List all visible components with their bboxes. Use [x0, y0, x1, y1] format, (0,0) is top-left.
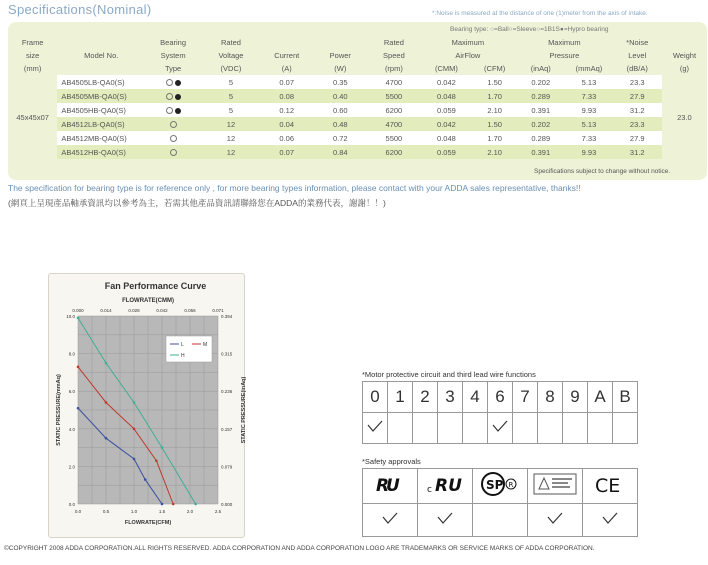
header-cell: Type	[164, 64, 182, 73]
motor-checks-row	[363, 413, 638, 444]
cur-logo-icon	[418, 469, 473, 504]
bearing-cell	[145, 117, 201, 131]
series-point-h	[77, 317, 80, 320]
header-row-2	[8, 49, 707, 62]
header-cell: (rpm)	[384, 64, 403, 73]
hypro-bearing-icon	[175, 80, 181, 86]
header-cell: Voltage	[218, 51, 244, 60]
y-tick-label: 2.0	[68, 464, 75, 470]
header-cell: (VDC)	[220, 64, 242, 73]
series-point-m	[105, 401, 108, 404]
spec-row	[8, 103, 707, 117]
header-cell: Maximum	[451, 38, 485, 47]
motor-check-cell	[588, 413, 613, 444]
noise-cell: 27.9	[613, 89, 662, 103]
safety-check-cell	[473, 504, 528, 537]
noise-cell: 23.3	[613, 117, 662, 131]
bearing-cell	[145, 131, 201, 145]
top-axis-label: FLOWRATE(CMM)	[122, 298, 174, 304]
header-cell: (mmAq)	[575, 64, 603, 73]
bearing-type-legend: Bearing type: ○=Ball○=Sleeve○=1B1S●=Hypro bearing	[450, 26, 609, 33]
header-cell: Frame	[21, 38, 44, 47]
bearing-cell	[145, 75, 201, 89]
motor-check-cell	[513, 413, 538, 444]
cfm-cell: 1.70	[473, 89, 516, 103]
right-tick-label: 0.157	[221, 426, 233, 432]
header-cell: (W)	[334, 64, 347, 73]
x-tick-label: 0.0	[74, 509, 82, 514]
mmaq-cell: 9.93	[565, 103, 612, 117]
header-cell: System	[160, 51, 186, 60]
header-cell: Pressure	[549, 51, 580, 60]
header-cell: Model No.	[84, 51, 119, 60]
voltage-cell: 12	[201, 145, 261, 159]
inaq-cell: 0.289	[516, 131, 565, 145]
model-cell: AB4512HB-QA0(S)	[57, 145, 145, 159]
ball-bearing-icon	[170, 121, 177, 128]
top-tick-label: 0.071	[212, 308, 224, 313]
header-cell: (g)	[679, 64, 690, 73]
noise-note: *:Noise is measured at the distance of one (1)meter from the axis of intake.	[432, 10, 648, 17]
series-point-m	[77, 365, 80, 368]
bearing-cell	[145, 103, 201, 117]
spec-row	[8, 145, 707, 159]
header-cell: (A)	[281, 64, 292, 73]
bearing-cell	[145, 145, 201, 159]
bearing-cell	[145, 89, 201, 103]
model-cell: AB4512LB-QA0(S)	[57, 117, 145, 131]
power-cell: 0.84	[312, 145, 368, 159]
x-tick-label: 2.0	[186, 509, 194, 514]
header-cell: (mm)	[23, 64, 42, 73]
header-row-3	[8, 62, 707, 75]
motor-check-cell	[388, 413, 413, 444]
hypro-bearing-icon	[175, 108, 181, 114]
svg-text:R: R	[376, 475, 390, 496]
motor-code-cell: 4	[463, 382, 488, 413]
safety-logos-row	[363, 469, 638, 504]
header-cell: (CMM)	[434, 64, 458, 73]
right-tick-label: 0.394	[221, 314, 233, 319]
model-cell: AB4512MB-QA0(S)	[57, 131, 145, 145]
header-cell: Rated	[220, 38, 241, 47]
header-cell: Current	[274, 51, 300, 60]
speed-cell: 5500	[368, 89, 419, 103]
x-tick-label: 2.5	[214, 509, 222, 514]
current-cell: 0.08	[261, 89, 312, 103]
header-cell: AirFlow	[455, 51, 481, 60]
y-tick-label: 0.0	[68, 502, 75, 507]
weight-cell: 23.0	[677, 112, 692, 122]
inaq-cell: 0.202	[516, 117, 565, 131]
series-point-h	[194, 503, 197, 506]
x-tick-label: 1.0	[130, 509, 138, 514]
mmaq-cell: 5.13	[565, 75, 612, 89]
header-cell: Power	[329, 51, 351, 60]
y-axis-label: STATIC PRESSURE(mmAq)	[56, 374, 62, 446]
y-tick-label: 8.0	[68, 351, 75, 357]
right-axis-label: STATIC PRESSURE(inAq)	[241, 376, 247, 444]
header-cell: (dB/A)	[626, 64, 648, 73]
x-tick-label: 1.5	[158, 509, 166, 514]
power-cell: 0.35	[312, 75, 368, 89]
top-tick-label: 0.000	[72, 308, 84, 313]
spec-row	[8, 75, 707, 89]
motor-code-cell: 8	[538, 382, 563, 413]
cmm-cell: 0.048	[420, 89, 474, 103]
speed-cell: 4700	[368, 75, 419, 89]
motor-codes-row	[363, 382, 638, 413]
series-point-l	[105, 437, 108, 440]
motor-code-cell: B	[613, 382, 638, 413]
frame-size-cell: 45x45x07	[16, 112, 49, 122]
power-cell: 0.60	[312, 103, 368, 117]
svg-text:RU: RU	[435, 475, 462, 496]
cmm-cell: 0.042	[420, 117, 474, 131]
voltage-cell: 12	[201, 117, 261, 131]
legend-box	[166, 336, 212, 362]
cfm-cell: 2.10	[473, 145, 516, 159]
header-cell: Level	[628, 51, 647, 60]
svg-text:U: U	[386, 475, 400, 496]
ce-logo-icon	[583, 469, 638, 504]
page-title: Specifications(Nominal)	[8, 2, 152, 17]
series-point-l	[77, 407, 80, 410]
motor-check-cell	[563, 413, 588, 444]
motor-check-cell	[538, 413, 563, 444]
motor-code-cell: 0	[363, 382, 388, 413]
bearing-info-en: The specification for bearing type is for reference only , for more bearing types information, please contact with your ADDA sales representative, thanks!!	[8, 183, 581, 193]
current-cell: 0.07	[261, 145, 312, 159]
motor-code-cell: 9	[563, 382, 588, 413]
voltage-cell: 5	[201, 75, 261, 89]
hypro-bearing-icon	[175, 94, 181, 100]
motor-code-cell: 7	[513, 382, 538, 413]
cmm-cell: 0.042	[420, 75, 474, 89]
safety-approvals-label: *Safety approvals	[362, 457, 421, 466]
motor-check-cell	[413, 413, 438, 444]
y-tick-label: 4.0	[68, 426, 75, 432]
header-cell: (CFM)	[484, 64, 506, 73]
top-tick-label: 0.042	[156, 308, 168, 313]
series-point-h	[105, 362, 108, 365]
chart-title: Fan Performance Curve	[104, 281, 207, 291]
cfm-cell: 2.10	[473, 103, 516, 117]
motor-code-cell: 1	[388, 382, 413, 413]
motor-check-cell	[613, 413, 638, 444]
cfm-cell: 1.50	[473, 117, 516, 131]
right-tick-label: 0.236	[221, 389, 233, 395]
motor-check-cell	[363, 413, 388, 444]
inaq-cell: 0.391	[516, 103, 565, 117]
safety-check-cell	[418, 504, 473, 537]
spec-table	[8, 36, 707, 159]
inaq-cell: 0.391	[516, 145, 565, 159]
safety-check-cell	[363, 504, 418, 537]
spec-row	[8, 131, 707, 145]
safety-checks-row	[363, 504, 638, 537]
series-point-h	[161, 446, 164, 449]
top-tick-label: 0.014	[100, 308, 112, 313]
ur-logo-icon	[363, 469, 418, 504]
inaq-cell: 0.289	[516, 89, 565, 103]
right-tick-label: 0.000	[221, 502, 233, 507]
y-tick-label: 10.0	[66, 314, 75, 319]
motor-code-cell: 2	[413, 382, 438, 413]
noise-cell: 31.2	[613, 103, 662, 117]
series-point-l	[161, 503, 164, 506]
svg-text:SP: SP	[486, 477, 504, 492]
mmaq-cell: 7.33	[565, 131, 612, 145]
voltage-cell: 12	[201, 131, 261, 145]
voltage-cell: 5	[201, 103, 261, 117]
ball-bearing-icon	[166, 107, 173, 114]
speed-cell: 6200	[368, 103, 419, 117]
legend-label-h: H	[181, 353, 185, 359]
inaq-cell: 0.202	[516, 75, 565, 89]
performance-curve-chart	[48, 290, 263, 530]
series-point-m	[133, 428, 136, 431]
series-point-l	[133, 458, 136, 461]
header-cell: size	[25, 51, 40, 60]
right-tick-label: 0.079	[221, 464, 233, 470]
legend-label-l: L	[181, 342, 184, 348]
ball-bearing-icon	[170, 149, 177, 156]
cfm-cell: 1.50	[473, 75, 516, 89]
safety-check-cell	[583, 504, 638, 537]
x-axis-label: FLOWRATE(CFM)	[124, 520, 172, 526]
header-cell: Maximum	[548, 38, 581, 47]
series-point-h	[133, 401, 136, 404]
spec-row	[8, 89, 707, 103]
model-cell: AB4505LB-QA0(S)	[57, 75, 145, 89]
cmm-cell: 0.059	[420, 103, 474, 117]
noise-cell: 31.2	[613, 145, 662, 159]
motor-functions-grid	[362, 381, 638, 444]
series-point-m	[172, 503, 175, 506]
speed-cell: 6200	[368, 145, 419, 159]
header-cell: (inAq)	[530, 64, 551, 73]
ball-bearing-icon	[166, 93, 173, 100]
safety-approvals-grid	[362, 468, 638, 537]
noise-cell: 23.3	[613, 75, 662, 89]
svg-text:c: c	[427, 484, 432, 495]
header-cell: Rated	[383, 38, 404, 47]
x-tick-label: 0.5	[102, 509, 110, 514]
voltage-cell: 5	[201, 89, 261, 103]
legend-label-m: M	[203, 342, 208, 348]
mmaq-cell: 9.93	[565, 145, 612, 159]
speed-cell: 5500	[368, 131, 419, 145]
top-tick-label: 0.056	[184, 308, 196, 313]
model-cell: AB4505HB-QA0(S)	[57, 103, 145, 117]
svg-text:R: R	[508, 480, 514, 489]
noise-cell: 27.9	[613, 131, 662, 145]
svg-text:CE: CE	[595, 474, 621, 496]
series-point-m	[155, 459, 158, 462]
header-cell: *Noise	[626, 38, 649, 47]
mmaq-cell: 7.33	[565, 89, 612, 103]
cmm-cell: 0.048	[420, 131, 474, 145]
model-cell: AB4505MB-QA0(S)	[57, 89, 145, 103]
top-tick-label: 0.028	[128, 308, 140, 313]
current-cell: 0.06	[261, 131, 312, 145]
motor-check-cell	[488, 413, 513, 444]
header-cell: Weight	[672, 51, 697, 60]
header-cell: Speed	[383, 51, 405, 60]
motor-code-cell: 3	[438, 382, 463, 413]
speed-cell: 4700	[368, 117, 419, 131]
mmaq-cell: 5.13	[565, 117, 612, 131]
power-cell: 0.48	[312, 117, 368, 131]
motor-check-cell	[463, 413, 488, 444]
cfm-cell: 1.70	[473, 131, 516, 145]
y-tick-label: 6.0	[68, 389, 75, 395]
current-cell: 0.12	[261, 103, 312, 117]
power-cell: 0.40	[312, 89, 368, 103]
spec-row	[8, 117, 707, 131]
ball-bearing-icon	[166, 79, 173, 86]
current-cell: 0.07	[261, 75, 312, 89]
motor-code-cell: 6	[488, 382, 513, 413]
motor-code-cell: A	[588, 382, 613, 413]
copyright: ©COPYRIGHT 2008 ADDA CORPORATION.ALL RIGHTS RESERVED. ADDA CORPORATION AND ADDA CORPORATION LOGO ARE TRADEMARKS OR SERVICE MARKS OF ADDA CORPORATION.	[4, 545, 595, 552]
right-tick-label: 0.315	[221, 351, 233, 357]
series-point-l	[144, 478, 147, 481]
motor-functions-label: *Motor protective circuit and third lead wire functions	[362, 370, 536, 379]
tuv-logo-icon	[528, 469, 583, 504]
bearing-info-zh: (網頁上呈現產品軸承資訊均以參考為主，若需其他產品資訊請聯絡您在ADDA的業務代表，謝謝！！)	[8, 198, 386, 208]
header-cell: Bearing	[160, 38, 187, 47]
subject-note: Specifications subject to change without notice.	[534, 168, 671, 175]
csa-logo-icon	[473, 469, 528, 504]
power-cell: 0.72	[312, 131, 368, 145]
current-cell: 0.04	[261, 117, 312, 131]
ball-bearing-icon	[170, 135, 177, 142]
cmm-cell: 0.059	[420, 145, 474, 159]
safety-check-cell	[528, 504, 583, 537]
motor-check-cell	[438, 413, 463, 444]
header-row-1	[8, 36, 707, 49]
